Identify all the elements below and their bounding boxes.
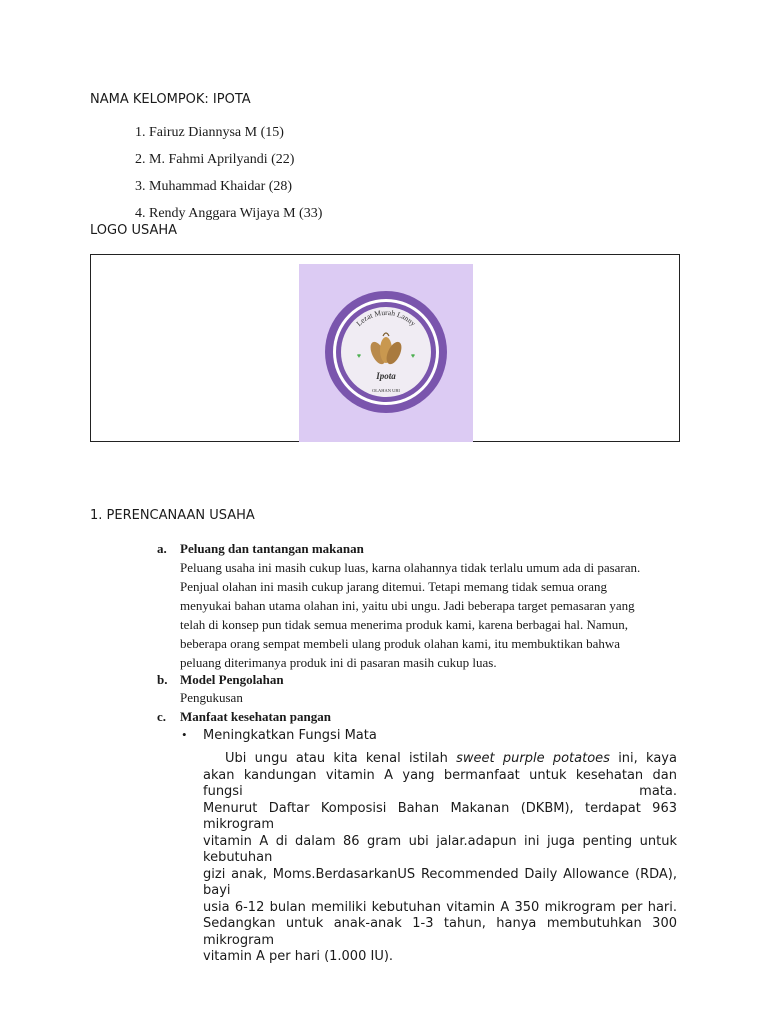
paragraph-text: Ubi ungu atau kita kenal istilah	[225, 751, 457, 766]
member-item-3: 3. Muhammad Khaidar (28)	[135, 179, 293, 194]
subsection-a-title: Peluang dan tantangan makanan	[180, 541, 364, 556]
paragraph-line: Peluang usaha ini masih cukup luas, karna olahannya tidak terlalu umum ada di pasaran.	[180, 560, 641, 575]
logo-sub-text: OLAHAN UBI	[372, 388, 400, 393]
paragraph-line: usia 6-12 bulan memiliki kebutuhan vitamin A 350 mikrogram per hari.	[203, 899, 677, 915]
group-name-heading: NAMA KELOMPOK: IPOTA	[90, 92, 251, 107]
paragraph-line: gizi anak, Moms.BerdasarkanUS Recommended Daily Allowance (RDA), bayi	[203, 866, 677, 898]
logo-arc-text: Lezat Murah Lanny	[354, 307, 418, 328]
heart-icon-right: ♥	[410, 352, 416, 360]
member-item-2: 2. M. Fahmi Aprilyandi (22)	[135, 152, 295, 167]
paragraph-line: vitamin A di dalam 86 gram ubi jalar.adapun ini juga penting untuk kebutuhan	[203, 833, 677, 865]
paragraph-line: Menurut Daftar Komposisi Bahan Makanan (DKBM), terdapat 963 mikrogram	[203, 800, 677, 832]
italic-term: sweet purple potatoes	[456, 751, 610, 766]
paragraph-line: peluang diterimanya produk ini di pasaran masih cukup luas.	[180, 655, 497, 670]
subsection-a-letter: a.	[157, 541, 167, 556]
paragraph-line	[203, 751, 677, 768]
paragraph-text: ini, kaya	[609, 751, 677, 766]
bullet-icon: •	[182, 727, 187, 742]
section-title: 1. PERENCANAAN USAHA	[90, 508, 255, 523]
paragraph-line: telah di konsep pun tidak semua menerima produk kami, karena berbagai hal. Namun,	[180, 617, 628, 632]
heart-icon-left: ♥	[356, 352, 362, 360]
subsection-b-letter: b.	[157, 672, 168, 687]
paragraph-line: beberapa orang sempat membeli ulang produk olahan kami, itu membuktikan bahwa	[180, 636, 621, 651]
model-body-text: Pengukusan	[180, 690, 243, 705]
logo-heading: LOGO USAHA	[90, 223, 178, 238]
paragraph-line: Sedangkan untuk anak-anak 1-3 tahun, hanya membutuhkan 300 mikrogram	[203, 916, 677, 948]
paragraph-line: vitamin A per hari (1.000 IU).	[203, 949, 394, 964]
member-item-4: 4. Rendy Anggara Wijaya M (33)	[135, 206, 323, 221]
subsection-b-title: Model Pengolahan	[180, 672, 284, 687]
logo-frame	[90, 254, 680, 442]
subsection-c-letter: c.	[157, 709, 167, 724]
paragraph-line: menyukai bahan utama olahan ini, yaitu ubi ungu. Jadi beberapa target pemasaran yang	[180, 598, 635, 613]
bullet-item-text: Meningkatkan Fungsi Mata	[203, 728, 377, 743]
subsection-c-title: Manfaat kesehatan pangan	[180, 709, 331, 724]
vitamin-paragraph	[203, 751, 677, 966]
paragraph-line: akan kandungan vitamin A yang bermanfaat untuk kesehatan dan fungsi mata.	[203, 767, 677, 799]
ipota-logo-image	[299, 264, 473, 442]
paragraph-line: Penjual olahan ini masih cukup jarang ditemui. Tetapi memang tidak semua orang	[180, 579, 608, 594]
peluang-paragraph	[180, 558, 680, 672]
member-item-1: 1. Fairuz Diannysa M (15)	[135, 125, 284, 140]
logo-brand-text: Ipota	[376, 371, 396, 381]
